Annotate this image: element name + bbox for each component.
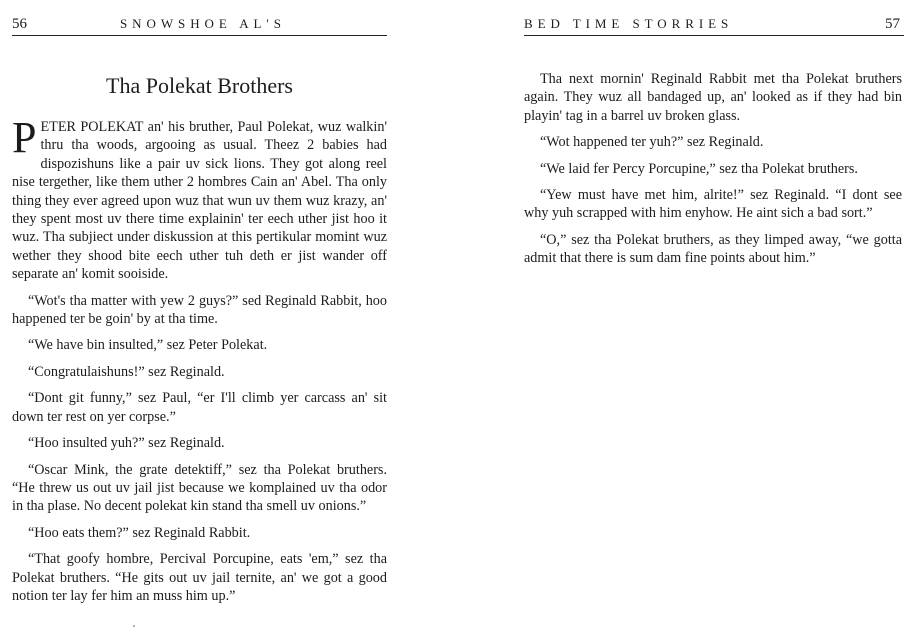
drop-cap: P (12, 113, 37, 162)
paragraph: “Hoo eats them?” sez Reginald Rabbit. (28, 524, 251, 541)
right-page (520, 0, 915, 640)
paragraph: “Congratulaishuns!” sez Reginald. (28, 363, 225, 380)
paragraph (12, 113, 387, 284)
paragraph: “Wot's tha matter with yew 2 guys?” sed Reginald Rabbit, hoo happened ter be goin' by at tha time. (12, 292, 387, 328)
paragraph: “Oscar Mink, the grate detektiff,” sez tha Polekat bruthers. “He threw us out uv jail jist because we komplained uv tha odor in tha plase. No decent polekat kin stand tha smell uv onions.” (12, 461, 387, 515)
running-head-title-right: BED TIME STORRIES (524, 16, 734, 31)
print-speck (133, 625, 135, 627)
paragraph: “We have bin insulted,” sez Peter Polekat. (28, 337, 268, 354)
right-page-body (524, 70, 902, 276)
paragraph: “We laid fer Percy Porcupine,” sez tha Polekat bruthers. (540, 160, 858, 177)
left-page (0, 0, 395, 640)
paragraph: “Wot happened ter yuh?” sez Reginald. (540, 134, 764, 151)
running-head-left (12, 13, 387, 36)
running-head-title-left: SNOWSHOE AL'S (120, 16, 286, 31)
paragraph: “That goofy hombre, Percival Porcupine, eats 'em,” sez tha Polekat bruthers. “He gits out uv jail ternite, an' we got a good notion ter lay fer him an muss him up.” (12, 551, 387, 604)
page-number-right: 57 (885, 16, 900, 32)
chapter-title: Tha Polekat Brothers (106, 73, 293, 98)
paragraph: “O,” sez tha Polekat bruthers, as they limped away, “we gotta admit that there is sum dam fine points about him.” (524, 231, 902, 267)
left-page-body (12, 113, 387, 613)
paragraph-text: ETER POLEKAT an' his bruther, Paul Polekat, wuz walkin' thru tha woods, argooing as usual. Theez 2 babies had dispozishuns like a pair uv sick lions. They got along reel nise tergether, like them uther 2 hombres Cain an' Abel. Tha only thing they ever agreed upon wuz that wun uv them wuz krazy, an' they spent most uv there time explainin' ter eech uther jist hoo it wuz. Tha subjiect under diskussion at this pertikular momint wuz wether they shood bite eech uther tuh deth er jist wander off separate an' komit sooiside. (12, 119, 387, 283)
paragraph: “Dont git funny,” sez Paul, “er I'll climb yer carcass an' sit down ter rest on yer corpse.” (12, 390, 387, 425)
running-head-right (524, 13, 904, 36)
paragraph: “Yew must have met him, alrite!” sez Reginald. “I dont see why yuh scrapped with him enyhow. He aint sich a bad sort.” (524, 187, 902, 222)
paragraph: “Hoo insulted yuh?” sez Reginald. (28, 435, 225, 452)
paragraph: Tha next mornin' Reginald Rabbit met tha Polekat bruthers again. They wuz all bandaged up, an' looked as if they had bin playin' tag in a barrel uv broken glass. (524, 71, 902, 124)
page-number-left: 56 (12, 16, 27, 32)
